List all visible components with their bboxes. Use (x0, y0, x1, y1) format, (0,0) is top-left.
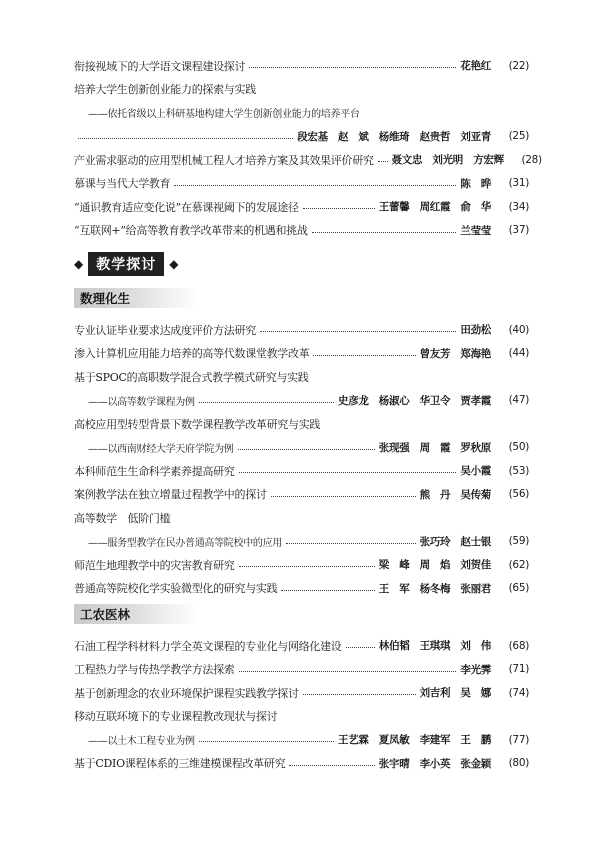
entry-title: 培养大学生创新创业能力的探索与实践 (74, 83, 256, 97)
toc-entry[interactable] (74, 54, 529, 78)
entry-page-number: (28) (521, 153, 542, 166)
table-of-contents (74, 54, 542, 775)
dot-leader (312, 232, 457, 233)
entry-page-number: (25) (508, 130, 529, 143)
entry-page-number: (80) (508, 757, 529, 770)
entry-title: 基于创新理念的农业环境保护课程实践教学探讨 (74, 686, 299, 700)
entry-title: ——以高等数学课程为例 (88, 396, 195, 408)
entry-title: ——以土木工程专业为例 (88, 736, 195, 748)
toc-entry[interactable] (74, 172, 529, 196)
entry-authors: 花艳红 (460, 60, 491, 73)
toc-entry[interactable] (74, 318, 529, 342)
dot-leader (303, 208, 375, 209)
entry-authors: 梁 峰 周 焰 刘贺佳 (378, 559, 491, 572)
entry-title: ——服务型教学在民办普通高等院校中的应用 (88, 537, 282, 549)
dot-leader (281, 590, 374, 591)
dot-leader (313, 355, 415, 356)
dot-leader (238, 449, 375, 450)
entry-page-number: (59) (508, 535, 529, 548)
entry-title: 高校应用型转型背景下数学课程教学改革研究与实践 (74, 417, 321, 431)
entry-authors: 段宏基 赵 斌 杨维琦 赵贵哲 刘亚青 (297, 130, 491, 143)
dot-leader (249, 67, 456, 68)
entry-authors: 熊 丹 吴传菊 (419, 488, 491, 501)
entry-title: 师范生地理教学中的灾害教育研究 (74, 558, 235, 572)
entry-authors: 曾友芳 郑海艳 (419, 347, 491, 360)
category-heading: 工农医林 (74, 604, 250, 624)
entry-authors: 李光霁 (460, 663, 491, 676)
toc-entry[interactable] (74, 634, 529, 658)
entry-authors: 张巧玲 赵士银 (419, 535, 491, 548)
toc-entry[interactable] (74, 752, 529, 776)
entry-page-number: (37) (508, 224, 529, 237)
entry-authors: 林伯韬 王琪琪 刘 伟 (378, 640, 491, 653)
entry-page-number: (74) (508, 686, 529, 699)
entry-page-number: (77) (508, 733, 529, 746)
toc-entry[interactable] (74, 728, 529, 752)
dot-leader (239, 472, 457, 473)
entry-title: 基于CDIO课程体系的三维建模课程改革研究 (74, 757, 286, 771)
dot-leader (271, 496, 416, 497)
entry-title: “互联网+”给高等教育教学改革带来的机遇和挑战 (74, 224, 308, 238)
entry-page-number: (68) (508, 639, 529, 652)
entry-title: 普通高等院校化学实验微型化的研究与实践 (74, 582, 278, 596)
toc-entry[interactable] (74, 553, 529, 577)
entry-title: 专业认证毕业要求达成度评价方法研究 (74, 323, 256, 337)
entry-page-number: (53) (508, 464, 529, 477)
entry-authors: 史彦龙 杨淑心 华卫令 贾孝霞 (338, 394, 491, 407)
toc-entry[interactable] (74, 658, 529, 682)
entry-page-number: (34) (508, 200, 529, 213)
dot-leader (239, 671, 457, 672)
toc-entry[interactable] (74, 577, 529, 601)
dot-leader (239, 566, 375, 567)
toc-entry[interactable] (74, 78, 529, 102)
entry-title: 工程热力学与传热学教学方法探索 (74, 663, 235, 677)
toc-entry[interactable] (74, 342, 529, 366)
entry-title: 本科师范生生命科学素养提高研究 (74, 464, 235, 478)
toc-entry[interactable] (74, 148, 542, 172)
entry-page-number: (62) (508, 558, 529, 571)
entry-page-number: (65) (508, 582, 529, 595)
entry-title: 基于SPOC的高职数学混合式教学模式研究与实践 (74, 370, 309, 384)
diamond-icon: ◆ (169, 257, 179, 271)
toc-entry[interactable] (74, 530, 529, 554)
entry-title: 渗入计算机应用能力培养的高等代数课堂教学改革 (74, 347, 310, 361)
dot-leader (303, 694, 416, 695)
entry-title: ——以西南财经大学天府学院为例 (88, 443, 234, 455)
entry-title: 衔接视域下的大学语文课程建设探讨 (74, 59, 246, 73)
toc-entry[interactable] (74, 365, 529, 389)
entry-authors: 兰莹莹 (460, 224, 491, 237)
entry-authors: 聂文忠 刘光明 方宏辉 (391, 154, 504, 167)
entry-authors: 王蕾馨 周红霞 俞 华 (378, 201, 491, 214)
entry-title: 石油工程学科材料力学全英文课程的专业化与网络化建设 (74, 639, 342, 653)
dot-leader (346, 647, 375, 648)
section-label: 教学探讨 (88, 252, 164, 276)
entry-authors: 田劲松 (460, 324, 491, 337)
section-heading (74, 244, 529, 284)
entry-page-number: (22) (508, 59, 529, 72)
toc-entry[interactable] (74, 389, 529, 413)
category-heading: 数理化生 (74, 288, 250, 308)
dot-leader (174, 185, 456, 186)
entry-title: 产业需求驱动的应用型机械工程人才培养方案及其效果评价研究 (74, 153, 374, 167)
dot-leader (199, 741, 334, 742)
toc-entry[interactable] (74, 459, 529, 483)
entry-page-number: (56) (508, 488, 529, 501)
entry-title: 高等数学 低阶门槛 (74, 511, 171, 525)
entry-page-number: (71) (508, 663, 529, 676)
toc-entry[interactable] (74, 195, 529, 219)
dot-leader (286, 543, 416, 544)
entry-page-number: (44) (508, 347, 529, 360)
entry-authors: 王艺霖 夏凤敏 李建军 王 鹏 (338, 734, 491, 747)
entry-title: 慕课与当代大学教育 (74, 177, 171, 191)
toc-entry[interactable] (74, 125, 529, 149)
entry-page-number: (47) (508, 394, 529, 407)
entry-page-number: (40) (508, 323, 529, 336)
toc-entry[interactable] (74, 681, 529, 705)
entry-authors: 张宇晴 李小英 张金颖 (378, 757, 491, 770)
toc-entry[interactable] (74, 436, 529, 460)
entry-title: 移动互联环境下的专业课程教改现状与探讨 (74, 710, 278, 724)
toc-entry[interactable] (74, 705, 529, 729)
dot-leader (289, 765, 374, 766)
toc-entry[interactable] (74, 101, 529, 125)
entry-page-number: (31) (508, 177, 529, 190)
entry-title: ——依托省级以上科研基地构建大学生创新创业能力的培养平台 (88, 109, 360, 121)
toc-entry[interactable] (74, 483, 529, 507)
entry-authors: 刘吉利 吴 娜 (419, 687, 491, 700)
dot-leader (199, 402, 334, 403)
dot-leader (378, 161, 388, 162)
dot-leader (78, 138, 293, 139)
toc-entry[interactable] (74, 412, 529, 436)
entry-authors: 陈 晔 (460, 177, 491, 190)
toc-entry[interactable] (74, 219, 529, 243)
entry-page-number: (50) (508, 441, 529, 454)
entry-authors: 吴小霞 (460, 465, 491, 478)
entry-authors: 张现强 周 霞 罗秋原 (378, 441, 491, 454)
entry-title: “通识教育适应变化说”在慕课视阈下的发展途径 (74, 200, 299, 214)
dot-leader (260, 331, 456, 332)
diamond-icon: ◆ (74, 257, 84, 271)
entry-authors: 王 军 杨冬梅 张丽君 (378, 582, 491, 595)
toc-entry[interactable] (74, 506, 529, 530)
entry-title: 案例教学法在独立增量过程教学中的探讨 (74, 488, 267, 502)
